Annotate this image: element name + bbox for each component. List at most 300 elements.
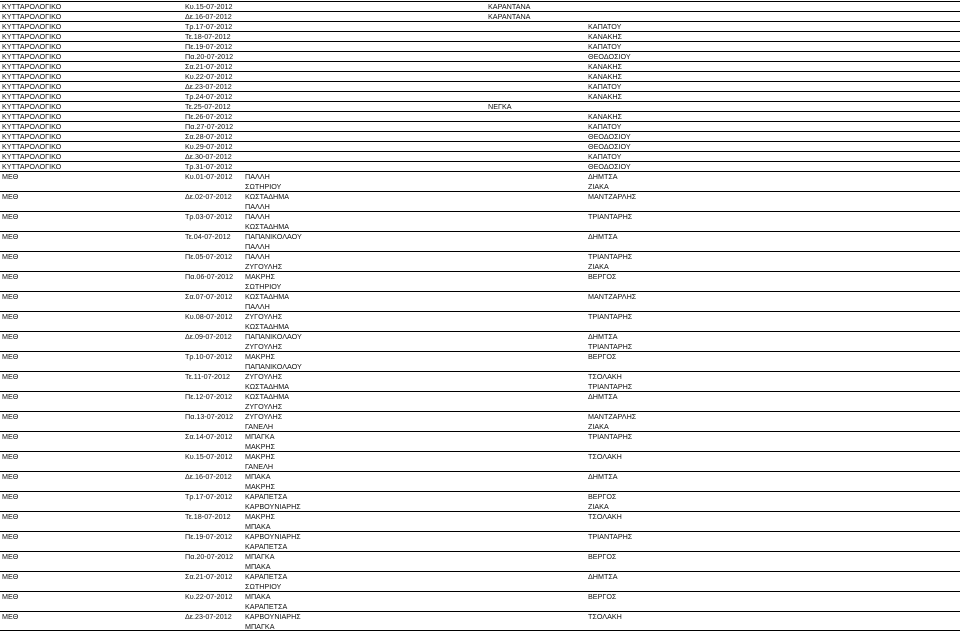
department-cell [0, 381, 183, 391]
staff-cell-3: ΚΑΠΑΤΟΥ [586, 21, 960, 31]
staff-cell-2 [486, 541, 586, 551]
staff-cell-3 [586, 441, 960, 451]
staff-cell-2 [486, 271, 586, 281]
staff-cell: ΚΑΡΑΠΕΤΣΑ [245, 602, 288, 611]
staff-cell-3: ΤΡΙΑΝΤΑΡΗΣ [586, 251, 960, 261]
date-cell: Τε.18-07-2012 [183, 511, 243, 521]
department-cell: ΜΕΘ [0, 491, 183, 501]
department-cell: ΜΕΘ [0, 211, 183, 221]
staff-cell-3: ΤΡΙΑΝΤΑΡΗΣ [588, 382, 633, 391]
staff-cell-3: ΤΣΟΛΑΚΗ [586, 371, 960, 381]
date-cell [183, 561, 243, 571]
date-cell: Κυ.22-07-2012 [183, 71, 243, 81]
staff-cell-3 [586, 461, 960, 471]
staff-cell-3 [586, 321, 960, 331]
department-cell: ΚΥΤΤΑΡΟΛΟΓΙΚΟ [0, 31, 183, 41]
date-cell [183, 281, 243, 291]
staff-cell-3: ΘΕΟΔΟΣΙΟΥ [586, 51, 960, 61]
staff-cell [243, 111, 486, 121]
staff-cell-2 [486, 151, 586, 161]
staff-cell-3 [586, 1, 960, 11]
staff-cell-3 [586, 201, 960, 211]
department-cell: ΚΥΤΤΑΡΟΛΟΓΙΚΟ [0, 131, 183, 141]
staff-cell-3: ΘΕΟΔΟΣΙΟΥ [586, 161, 960, 171]
date-cell: Τρ.24-07-2012 [183, 91, 243, 101]
department-cell [0, 521, 183, 531]
staff-cell-3: ΚΑΝΑΚΗΣ [586, 61, 960, 71]
staff-cell [243, 141, 486, 151]
staff-cell-2 [486, 481, 586, 491]
department-cell: ΚΥΤΤΑΡΟΛΟΓΙΚΟ [0, 61, 183, 71]
date-cell [183, 441, 243, 451]
date-cell: Πε.19-07-2012 [183, 41, 243, 51]
staff-cell-2 [486, 531, 586, 541]
staff-cell-2 [486, 51, 586, 61]
staff-cell-2 [486, 241, 586, 251]
department-cell: ΜΕΘ [0, 511, 183, 521]
staff-cell: ΠΑΠΑΝΙΚΟΛΑΟΥ [243, 231, 486, 241]
department-cell: ΜΕΘ [0, 451, 183, 461]
staff-cell-3: ΒΕΡΓΟΣ [586, 271, 960, 281]
staff-cell-2 [486, 441, 586, 451]
staff-cell-2 [486, 521, 586, 531]
department-cell [0, 181, 183, 191]
staff-cell [243, 41, 486, 51]
staff-cell [243, 1, 486, 11]
staff-cell-2 [486, 21, 586, 31]
date-cell [183, 341, 243, 351]
staff-cell: ΖΥΓΟΥΛΗΣ [243, 371, 486, 381]
staff-cell-2 [486, 411, 586, 421]
staff-cell-3: ΔΗΜΤΣΑ [586, 471, 960, 481]
department-cell: ΜΕΘ [0, 391, 183, 401]
staff-cell: ΚΩΣΤΑΔΗΜΑ [243, 391, 486, 401]
staff-cell: ΜΠΑΓΚΑ [243, 551, 486, 561]
staff-cell: ΚΩΣΤΑΔΗΜΑ [245, 382, 290, 391]
staff-cell-2 [486, 91, 586, 101]
staff-cell: ΚΑΡΑΠΕΤΣΑ [243, 491, 486, 501]
staff-cell-2 [486, 71, 586, 81]
date-cell: Κυ.08-07-2012 [183, 311, 243, 321]
staff-cell-2 [486, 61, 586, 71]
date-cell [183, 461, 243, 471]
date-cell: Τρ.10-07-2012 [183, 351, 243, 361]
staff-cell-2 [486, 501, 586, 511]
date-cell: Πε.26-07-2012 [183, 111, 243, 121]
date-cell: Τρ.17-07-2012 [183, 491, 243, 501]
staff-cell-3: ΤΡΙΑΝΤΑΡΗΣ [586, 431, 960, 441]
staff-cell-3: ΖΙΑΚΑ [588, 422, 609, 431]
staff-cell-2 [486, 351, 586, 361]
staff-cell-2 [486, 131, 586, 141]
staff-cell-2 [486, 141, 586, 151]
department-cell: ΜΕΘ [0, 591, 183, 601]
date-cell: Δε.02-07-2012 [183, 191, 243, 201]
department-cell [0, 361, 183, 371]
staff-cell-3 [586, 401, 960, 411]
staff-cell-2 [486, 81, 586, 91]
staff-cell-3: ΚΑΝΑΚΗΣ [586, 71, 960, 81]
staff-cell-3: ΔΗΜΤΣΑ [586, 171, 960, 181]
department-cell [0, 261, 183, 271]
staff-cell: ΠΑΛΛΗ [243, 211, 486, 221]
staff-cell-2 [486, 181, 586, 191]
staff-cell: ΚΩΣΤΑΔΗΜΑ [245, 222, 290, 231]
staff-cell-3 [586, 561, 960, 571]
staff-cell: ΚΩΣΤΑΔΗΜΑ [243, 291, 486, 301]
staff-cell-2 [486, 41, 586, 51]
department-cell [0, 561, 183, 571]
staff-cell: ΠΑΠΑΝΙΚΟΛΑΟΥ [245, 362, 302, 371]
staff-cell: ΜΠΑΚΑ [243, 471, 486, 481]
date-cell [183, 381, 243, 391]
staff-cell-3: ΤΡΙΑΝΤΑΡΗΣ [586, 531, 960, 541]
staff-cell: ΖΥΓΟΥΛΗΣ [245, 342, 283, 351]
duty-roster-table [0, 1, 960, 631]
staff-cell-2 [486, 591, 586, 601]
staff-cell-2 [486, 551, 586, 561]
staff-cell-3 [586, 621, 960, 631]
department-cell [0, 401, 183, 411]
staff-cell: ΣΩΤΗΡΙΟΥ [245, 582, 282, 591]
staff-cell-3 [586, 101, 960, 111]
date-cell [183, 621, 243, 631]
date-cell [183, 521, 243, 531]
department-cell: ΜΕΘ [0, 351, 183, 361]
staff-cell-2 [486, 121, 586, 131]
staff-cell [243, 151, 486, 161]
staff-cell-2 [486, 431, 586, 441]
staff-cell: ΖΥΓΟΥΛΗΣ [245, 402, 283, 411]
staff-cell-3 [586, 541, 960, 551]
staff-cell-3 [586, 481, 960, 491]
staff-cell: ΖΥΓΟΥΛΗΣ [243, 311, 486, 321]
department-cell: ΚΥΤΤΑΡΟΛΟΓΙΚΟ [0, 11, 183, 21]
department-cell: ΜΕΘ [0, 251, 183, 261]
staff-cell: ΚΑΡΒΟΥΝΙΑΡΗΣ [243, 531, 486, 541]
staff-cell-3: ΘΕΟΔΟΣΙΟΥ [586, 131, 960, 141]
staff-cell-3: ΖΙΑΚΑ [588, 182, 609, 191]
staff-cell-3: ΒΕΡΓΟΣ [586, 351, 960, 361]
date-cell [183, 481, 243, 491]
department-cell: ΚΥΤΤΑΡΟΛΟΓΙΚΟ [0, 41, 183, 51]
staff-cell: ΜΠΑΚΑ [243, 591, 486, 601]
staff-cell-3 [586, 281, 960, 291]
staff-cell-3: ΔΗΜΤΣΑ [586, 571, 960, 581]
department-cell [0, 441, 183, 451]
department-cell: ΜΕΘ [0, 471, 183, 481]
staff-cell: ΠΑΛΛΗ [245, 202, 270, 211]
staff-cell-2 [486, 461, 586, 471]
staff-cell-2 [486, 401, 586, 411]
staff-cell-3: ΚΑΝΑΚΗΣ [586, 91, 960, 101]
date-cell: Κυ.29-07-2012 [183, 141, 243, 151]
date-cell: Σα.21-07-2012 [183, 571, 243, 581]
staff-cell-2 [486, 111, 586, 121]
staff-cell-2 [486, 391, 586, 401]
staff-cell-3: ΤΣΟΛΑΚΗ [586, 611, 960, 621]
staff-cell-2 [486, 601, 586, 611]
department-cell: ΜΕΘ [0, 371, 183, 381]
staff-cell: ΜΠΑΓΚΑ [243, 431, 486, 441]
staff-cell: ΚΑΡΑΠΕΤΣΑ [245, 542, 288, 551]
staff-cell-3: ΤΣΟΛΑΚΗ [586, 451, 960, 461]
department-cell: ΜΕΘ [0, 291, 183, 301]
staff-cell-3: ΔΗΜΤΣΑ [586, 331, 960, 341]
date-cell [183, 401, 243, 411]
staff-cell-2 [486, 371, 586, 381]
staff-cell-3 [586, 241, 960, 251]
staff-cell-2 [486, 281, 586, 291]
department-cell [0, 241, 183, 251]
date-cell [183, 201, 243, 211]
staff-cell-2 [486, 261, 586, 271]
staff-cell-3: ΘΕΟΔΟΣΙΟΥ [586, 141, 960, 151]
date-cell: Σα.07-07-2012 [183, 291, 243, 301]
staff-cell-2 [486, 161, 586, 171]
staff-cell-3 [586, 601, 960, 611]
staff-cell-3: ΤΡΙΑΝΤΑΡΗΣ [586, 311, 960, 321]
staff-cell: ΠΑΛΛΗ [245, 242, 270, 251]
department-cell: ΚΥΤΤΑΡΟΛΟΓΙΚΟ [0, 141, 183, 151]
department-cell: ΜΕΘ [0, 311, 183, 321]
staff-cell: ΜΑΚΡΗΣ [243, 451, 486, 461]
staff-cell-2 [486, 251, 586, 261]
date-cell: Δε.09-07-2012 [183, 331, 243, 341]
staff-cell [243, 51, 486, 61]
department-cell [0, 321, 183, 331]
staff-cell [243, 101, 486, 111]
department-cell: ΚΥΤΤΑΡΟΛΟΓΙΚΟ [0, 21, 183, 31]
date-cell: Σα.14-07-2012 [183, 431, 243, 441]
date-cell: Πε.12-07-2012 [183, 391, 243, 401]
staff-cell: ΠΑΛΛΗ [243, 251, 486, 261]
date-cell: Κυ.22-07-2012 [183, 591, 243, 601]
staff-cell [243, 91, 486, 101]
staff-cell: ΜΑΚΡΗΣ [243, 351, 486, 361]
department-cell [0, 341, 183, 351]
department-cell [0, 221, 183, 231]
staff-cell-2: ΝΕΓΚΑ [486, 101, 586, 111]
department-cell: ΜΕΘ [0, 551, 183, 561]
staff-cell-3 [586, 521, 960, 531]
date-cell [183, 501, 243, 511]
staff-cell-3: ΒΕΡΓΟΣ [586, 591, 960, 601]
staff-cell: ΜΠΑΓΚΑ [243, 621, 486, 631]
department-cell: ΚΥΤΤΑΡΟΛΟΓΙΚΟ [0, 91, 183, 101]
staff-cell: ΜΑΚΡΗΣ [245, 442, 276, 451]
staff-cell-2 [486, 341, 586, 351]
department-cell [0, 201, 183, 211]
date-cell [183, 321, 243, 331]
department-cell [0, 461, 183, 471]
staff-cell-2 [486, 561, 586, 571]
staff-cell: ΚΑΡΒΟΥΝΙΑΡΗΣ [243, 611, 486, 621]
staff-cell-3: ΤΡΙΑΝΤΑΡΗΣ [588, 342, 633, 351]
staff-cell-2 [486, 471, 586, 481]
staff-cell-2 [486, 621, 586, 631]
date-cell: Δε.23-07-2012 [183, 611, 243, 621]
staff-cell-2: ΚΑΡΑΝΤΑΝΑ [486, 1, 586, 11]
date-cell: Τρ.31-07-2012 [183, 161, 243, 171]
department-cell [0, 581, 183, 591]
staff-cell-3: ΚΑΠΑΤΟΥ [586, 151, 960, 161]
department-cell: ΜΕΘ [0, 531, 183, 541]
staff-cell-3: ΚΑΠΑΤΟΥ [586, 121, 960, 131]
staff-cell-2 [486, 511, 586, 521]
department-cell [0, 601, 183, 611]
staff-cell-3 [586, 301, 960, 311]
department-cell [0, 541, 183, 551]
department-cell: ΜΕΘ [0, 611, 183, 621]
date-cell: Πε.05-07-2012 [183, 251, 243, 261]
department-cell: ΜΕΘ [0, 191, 183, 201]
date-cell [183, 241, 243, 251]
department-cell [0, 501, 183, 511]
staff-cell-3: ΒΕΡΓΟΣ [586, 491, 960, 501]
staff-cell: ΜΑΚΡΗΣ [245, 482, 276, 491]
date-cell [183, 361, 243, 371]
department-cell: ΚΥΤΤΑΡΟΛΟΓΙΚΟ [0, 111, 183, 121]
date-cell: Δε.23-07-2012 [183, 81, 243, 91]
date-cell: Δε.16-07-2012 [183, 471, 243, 481]
staff-cell-3: ΖΙΑΚΑ [588, 502, 609, 511]
date-cell [183, 261, 243, 271]
date-cell: Κυ.01-07-2012 [183, 171, 243, 181]
staff-cell-2 [486, 421, 586, 431]
staff-cell-3: ΒΕΡΓΟΣ [586, 551, 960, 561]
staff-cell-2: ΚΑΡΑΝΤΑΝΑ [486, 11, 586, 21]
staff-cell-2 [486, 451, 586, 461]
date-cell [183, 601, 243, 611]
staff-cell-3: ΜΑΝΤΖΑΡΛΗΣ [586, 291, 960, 301]
date-cell: Κυ.15-07-2012 [183, 451, 243, 461]
staff-cell-3: ΚΑΝΑΚΗΣ [586, 111, 960, 121]
date-cell [183, 301, 243, 311]
date-cell: Τε.25-07-2012 [183, 101, 243, 111]
staff-cell [243, 61, 486, 71]
department-cell [0, 621, 183, 631]
staff-cell: ΚΑΡΒΟΥΝΙΑΡΗΣ [245, 502, 301, 511]
staff-cell-3 [586, 361, 960, 371]
date-cell: Κυ.15-07-2012 [183, 1, 243, 11]
staff-cell-3: ΖΙΑΚΑ [588, 262, 609, 271]
staff-cell-3: ΚΑΝΑΚΗΣ [586, 31, 960, 41]
staff-cell: ΓΑΝΕΛΗ [245, 462, 274, 471]
date-cell: Τρ.03-07-2012 [183, 211, 243, 221]
staff-cell-3: ΜΑΝΤΖΑΡΛΗΣ [586, 411, 960, 421]
date-cell [183, 581, 243, 591]
staff-cell [243, 131, 486, 141]
staff-cell-2 [486, 361, 586, 371]
department-cell: ΚΥΤΤΑΡΟΛΟΓΙΚΟ [0, 101, 183, 111]
staff-cell-2 [486, 571, 586, 581]
staff-cell [243, 11, 486, 21]
staff-cell: ΓΑΝΕΛΗ [245, 422, 274, 431]
staff-cell-2 [486, 301, 586, 311]
staff-cell [243, 161, 486, 171]
department-cell [0, 301, 183, 311]
department-cell: ΚΥΤΤΑΡΟΛΟΓΙΚΟ [0, 1, 183, 11]
staff-cell: ΖΥΓΟΥΛΗΣ [243, 411, 486, 421]
department-cell: ΜΕΘ [0, 411, 183, 421]
staff-cell: ΣΩΤΗΡΙΟΥ [245, 182, 282, 191]
department-cell: ΜΕΘ [0, 171, 183, 181]
department-cell: ΚΥΤΤΑΡΟΛΟΓΙΚΟ [0, 51, 183, 61]
staff-cell: ΠΑΠΑΝΙΚΟΛΑΟΥ [243, 331, 486, 341]
date-cell: Πα.27-07-2012 [183, 121, 243, 131]
staff-cell: ΣΩΤΗΡΙΟΥ [245, 282, 282, 291]
staff-cell-3: ΚΑΠΑΤΟΥ [586, 81, 960, 91]
department-cell: ΜΕΘ [0, 271, 183, 281]
department-cell [0, 481, 183, 491]
staff-cell-3: ΔΗΜΤΣΑ [586, 391, 960, 401]
staff-cell: ΜΠΑΚΑ [245, 522, 271, 531]
date-cell: Τε.04-07-2012 [183, 231, 243, 241]
staff-cell-2 [486, 491, 586, 501]
staff-cell-2 [486, 191, 586, 201]
staff-cell: ΖΥΓΟΥΛΗΣ [245, 262, 283, 271]
date-cell: Τε.11-07-2012 [183, 371, 243, 381]
staff-cell: ΜΠΑΚΑ [245, 562, 271, 571]
staff-cell: ΠΑΛΛΗ [243, 171, 486, 181]
department-cell: ΜΕΘ [0, 431, 183, 441]
staff-cell-2 [486, 581, 586, 591]
staff-cell-2 [486, 221, 586, 231]
staff-cell: ΜΑΚΡΗΣ [243, 271, 486, 281]
staff-cell: ΜΑΚΡΗΣ [243, 511, 486, 521]
staff-cell-3: ΜΑΝΤΖΑΡΛΗΣ [586, 191, 960, 201]
date-cell: Σα.28-07-2012 [183, 131, 243, 141]
department-cell [0, 421, 183, 431]
staff-cell-2 [486, 171, 586, 181]
date-cell: Σα.21-07-2012 [183, 61, 243, 71]
staff-cell: ΚΑΡΑΠΕΤΣΑ [243, 571, 486, 581]
department-cell [0, 281, 183, 291]
staff-cell [243, 31, 486, 41]
date-cell: Τρ.17-07-2012 [183, 21, 243, 31]
date-cell: Δε.16-07-2012 [183, 11, 243, 21]
department-cell: ΚΥΤΤΑΡΟΛΟΓΙΚΟ [0, 71, 183, 81]
date-cell [183, 181, 243, 191]
date-cell: Πα.20-07-2012 [183, 551, 243, 561]
staff-cell-3 [586, 581, 960, 591]
staff-cell [243, 71, 486, 81]
staff-cell-2 [486, 311, 586, 321]
staff-cell: ΠΑΛΛΗ [245, 302, 270, 311]
staff-cell-2 [486, 291, 586, 301]
staff-cell-2 [486, 31, 586, 41]
staff-cell-3: ΔΗΜΤΣΑ [586, 231, 960, 241]
staff-cell-2 [486, 231, 586, 241]
department-cell: ΜΕΘ [0, 231, 183, 241]
department-cell: ΚΥΤΤΑΡΟΛΟΓΙΚΟ [0, 161, 183, 171]
staff-cell-3 [586, 11, 960, 21]
staff-cell-2 [486, 381, 586, 391]
staff-cell-2 [486, 611, 586, 621]
staff-cell: ΚΩΣΤΑΔΗΜΑ [243, 191, 486, 201]
staff-cell [243, 81, 486, 91]
department-cell: ΚΥΤΤΑΡΟΛΟΓΙΚΟ [0, 151, 183, 161]
date-cell: Πα.20-07-2012 [183, 51, 243, 61]
staff-cell-3: ΚΑΠΑΤΟΥ [586, 41, 960, 51]
staff-cell: ΚΩΣΤΑΔΗΜΑ [245, 322, 290, 331]
staff-cell-2 [486, 201, 586, 211]
staff-cell [243, 121, 486, 131]
date-cell [183, 221, 243, 231]
department-cell: ΜΕΘ [0, 571, 183, 581]
staff-cell [243, 21, 486, 31]
